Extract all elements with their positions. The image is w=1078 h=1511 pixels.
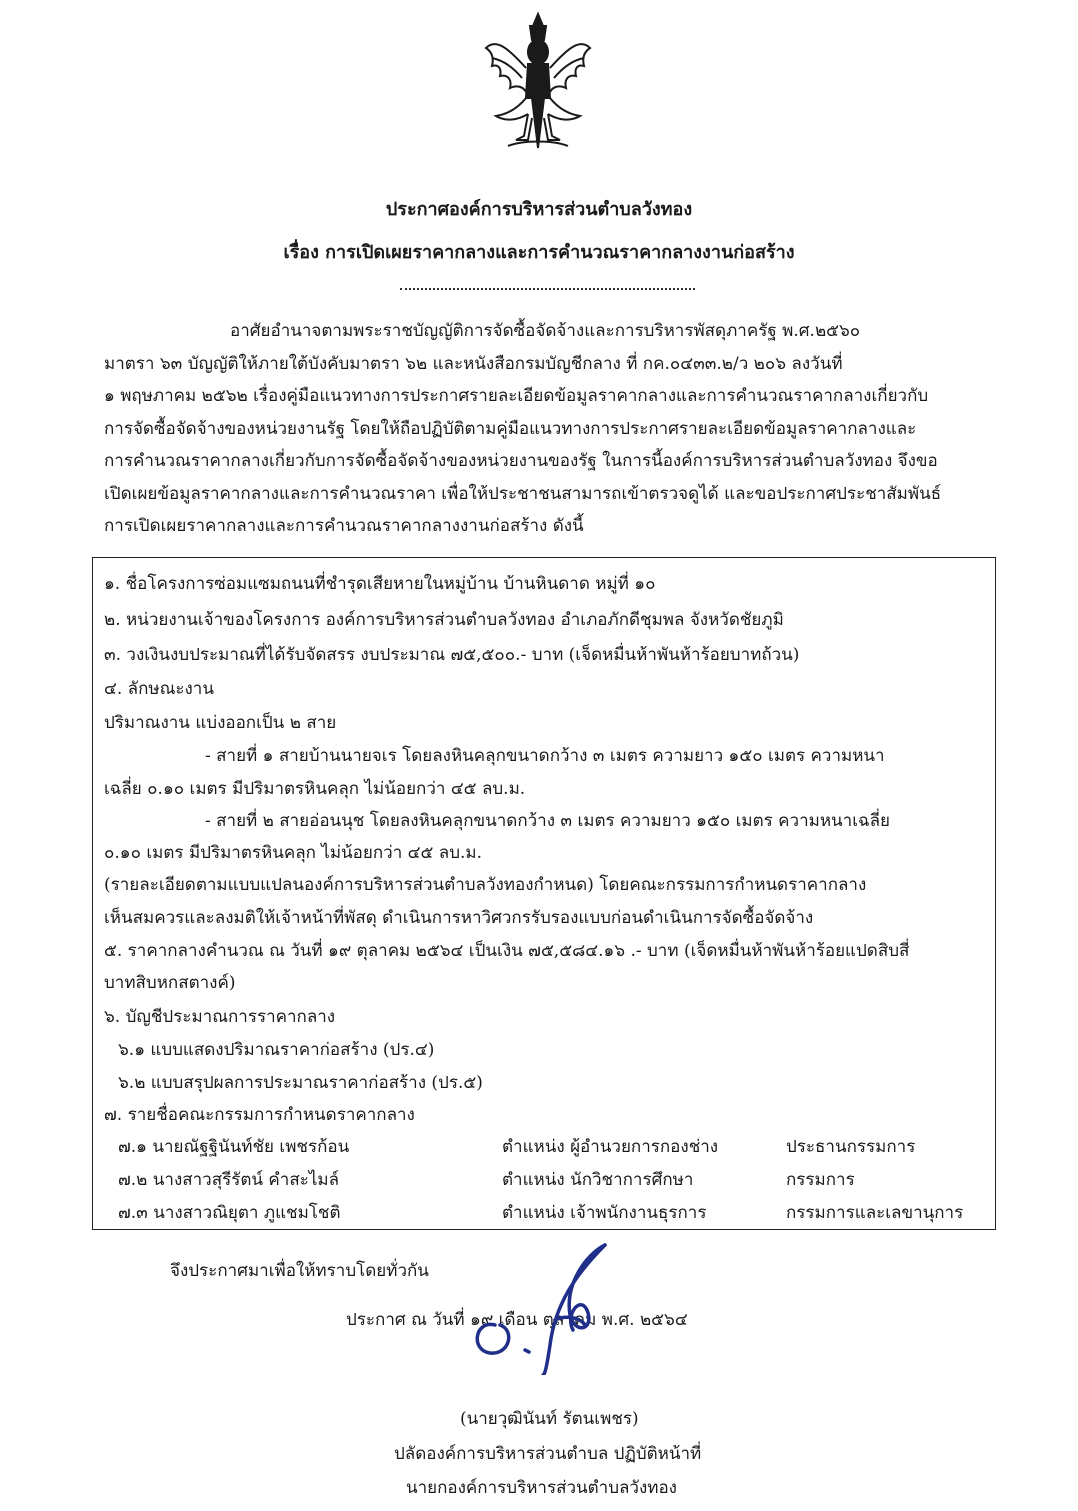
committee-heading: ๗. รายชื่อคณะกรรมการกำหนดราคากลาง [104, 1105, 415, 1125]
estimate-heading: ๖. บัญชีประมาณการราคากลาง [104, 1007, 336, 1027]
work-type-heading: ๔. ลักษณะงาน [104, 679, 214, 699]
route-2-line-b: ๐.๑๐ เมตร มีปริมาตรหินคลุก ไม่น้อยกว่า ๔๕ ลบ.ม. [104, 843, 483, 863]
announcement-title: ประกาศองค์การบริหารส่วนตำบลวังทอง [385, 199, 693, 220]
intro-line: การคำนวณราคากลางเกี่ยวกับการจัดซื้อจัดจ้างของหน่วยงานของรัฐ ในการนี้องค์การบริหารส่วนตำบลวังทอง จึงขอ [104, 451, 938, 471]
estimate-item-1: ๖.๑ แบบแสดงปริมาณราคาก่อสร้าง (ปร.๔) [118, 1040, 435, 1060]
median-price-line-a: ๕. ราคากลางคำนวณ ณ วันที่ ๑๙ ตุลาคม ๒๕๖๔ เป็นเงิน ๗๕,๕๘๔.๑๖ .- บาท (เจ็ดหมื่นห้าพันห้าร้อยแปดสิบสี่ [104, 941, 910, 961]
median-price-line-b: บาทสิบหกสตางค์) [104, 973, 236, 993]
committee-member-name: ๗.๓ นางสาวณิยุตา ภูแชมโชติ [118, 1203, 341, 1223]
garuda-emblem-icon [478, 8, 598, 158]
signer-title-1: ปลัดองค์การบริหารส่วนตำบล ปฏิบัติหน้าที่ [394, 1444, 702, 1464]
committee-member-position: ตำแหน่ง นักวิชาการศึกษา [502, 1170, 694, 1190]
committee-member-role: ประธานกรรมการ [786, 1137, 916, 1157]
project-budget: ๓. วงเงินงบประมาณที่ได้รับจัดสรร งบประมาณ ๗๕,๕๐๐.- บาท (เจ็ดหมื่นห้าพันห้าร้อยบาทถ้วน) [104, 645, 800, 665]
committee-member-name: ๗.๒ นางสาวสุรีรัตน์ คำสะไมล์ [118, 1170, 340, 1190]
committee-member-role: กรรมการและเลขานุการ [786, 1203, 964, 1223]
signer-title-2: นายกองค์การบริหารส่วนตำบลวังทอง [406, 1478, 677, 1498]
route-1-line-a: - สายที่ ๑ สายบ้านนายจเร โดยลงหินคลุกขนาดกว้าง ๓ เมตร ความยาว ๑๕๐ เมตร ความหนา [205, 746, 885, 766]
dotted-divider [400, 288, 695, 290]
route-2-line-a: - สายที่ ๒ สายอ่อนนุช โดยลงหินคลุกขนาดกว้าง ๓ เมตร ความยาว ๑๕๐ เมตร ความหนาเฉลี่ย [205, 811, 890, 831]
project-owner: ๒. หน่วยงานเจ้าของโครงการ องค์การบริหารส่วนตำบลวังทอง อำเภอภักดีชุมพล จังหวัดชัยภูมิ [104, 610, 784, 630]
announcement-date: ประกาศ ณ วันที่ ๑๙ เดือน ตุลาคม พ.ศ. ๒๕๖๔ [346, 1310, 688, 1330]
closing-statement: จึงประกาศมาเพื่อให้ทราบโดยทั่วกัน [170, 1261, 429, 1281]
detail-line-2: เห็นสมควรและลงมติให้เจ้าหน้าที่พัสดุ ดำเนินการหาวิศวกรรับรองแบบก่อนดำเนินการจัดซื้อจัดจ้าง [104, 908, 814, 928]
intro-line: การจัดซื้อจัดจ้างของหน่วยงานรัฐ โดยให้ถือปฏิบัติตามคู่มือแนวทางการประกาศรายละเอียดข้อมูลราคากลางและ [104, 418, 917, 439]
announcement-subject: เรื่อง การเปิดเผยราคากลางและการคำนวณราคากลางงานก่อสร้าง [283, 242, 795, 263]
intro-line: ๑ พฤษภาคม ๒๕๖๒ เรื่องคู่มือแนวทางการประกาศรายละเอียดข้อมูลราคากลางและการคำนวณราคากลางเกี่ยวกับ [104, 386, 929, 406]
signer-name: (นายวุฒินันท์ รัตนเพชร) [460, 1409, 639, 1429]
committee-member-position: ตำแหน่ง ผู้อำนวยการกองช่าง [502, 1137, 719, 1157]
intro-line: การเปิดเผยราคากลางและการคำนวณราคากลางงานก่อสร้าง ดังนี้ [104, 516, 584, 536]
project-name: ๑. ชื่อโครงการซ่อมแซมถนนที่ชำรุดเสียหายในหมู่บ้าน บ้านหินดาด หมู่ที่ ๑๐ [104, 574, 656, 594]
intro-line: อาศัยอำนาจตามพระราชบัญญัติการจัดซื้อจัดจ้างและการบริหารพัสดุภาครัฐ พ.ศ.๒๕๖๐ [230, 321, 861, 341]
route-1-line-b: เฉลี่ย ๐.๑๐ เมตร มีปริมาตรหินคลุก ไม่น้อยกว่า ๔๕ ลบ.ม. [104, 779, 526, 799]
handwritten-signature [455, 1225, 635, 1375]
committee-member-position: ตำแหน่ง เจ้าพนักงานธุรการ [502, 1203, 707, 1223]
intro-line: มาตรา ๖๓ บัญญัติให้ภายใต้บังคับมาตรา ๖๒ และหนังสือกรมบัญชีกลาง ที่ กค.๐๔๓๓.๒/ว ๒๐๖ ลงวันที่ [104, 353, 843, 374]
intro-line: เปิดเผยข้อมูลราคากลางและการคำนวณราคา เพื่อให้ประชาชนสามารถเข้าตรวจดูได้ และขอประกาศประชาสัมพันธ์ [104, 483, 942, 504]
work-quantity: ปริมาณงาน แบ่งออกเป็น ๒ สาย [104, 713, 337, 733]
estimate-item-2: ๖.๒ แบบสรุปผลการประมาณราคาก่อสร้าง (ปร.๕) [118, 1073, 483, 1093]
detail-line-1: (รายละเอียดตามแบบแปลนองค์การบริหารส่วนตำบลวังทองกำหนด) โดยคณะกรรมการกำหนดราคากลาง [104, 875, 867, 895]
committee-member-role: กรรมการ [786, 1170, 855, 1190]
committee-member-name: ๗.๑ นายณัฐฐินันท์ชัย เพชรก้อน [118, 1137, 350, 1157]
intro-paragraph [104, 315, 986, 543]
